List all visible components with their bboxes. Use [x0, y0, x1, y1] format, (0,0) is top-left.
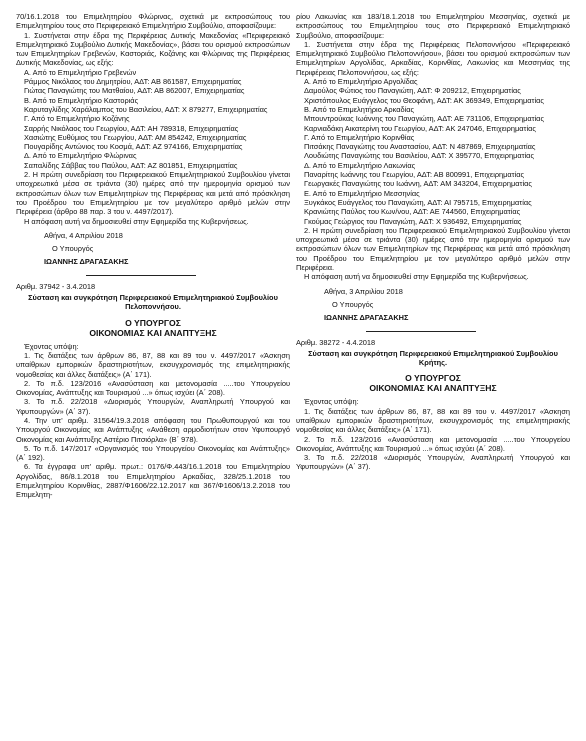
legal-basis-item: 2. Το π.δ. 123/2016 «Ανασύσταση και μετονομασία .....του Υπουργείου Οικονομίας, Ανάπτυξης και Τουρισμού ...» όπως ισχύει (Α΄ 208). — [16, 378, 293, 398]
right-article-2: 2. Η πρώτη συνεδρίαση του Περιφερειακού Επιμελητηριακού Συμβουλίου γίνεται υποχρεωτικά μέσα σε τριάντα (30) ημέρες από την ημερομηνία ορισμού των εκπροσώπων όλων των Επιμελητηρίων της Περιφέρειας και μετά από πρόσκληση του Προέδρου του Επιμελητηρίου με τον μεγαλύτερο αριθμό μελών στην Περιφέρεια. — [296, 225, 573, 273]
section-heading: Β. Από το Επιμελητήριο Αρκαδίας — [304, 104, 415, 114]
right-section-d — [296, 161, 570, 189]
left-section-b — [16, 96, 290, 115]
section-heading: Γ. Από το Επιμελητήριο Κορινθίας — [304, 132, 415, 142]
left-section-a — [16, 68, 290, 96]
member-entry: Καρνιαδάκη Αικατερίνη του Γεωργίου, ΑΔΤ: ΑΚ 247046, Επιχειρηματίας — [304, 123, 536, 133]
member-entry: Χριστόπουλος Ευάγγελος του Θεοφάνη, ΑΔΤ: ΑΚ 369349, Επιχειρηματίας — [304, 95, 544, 105]
member-entry: Γιώτας Παναγιώτης του Ματθαίου, ΑΔΤ: ΑΒ 862007, Επιχειρηματίας — [24, 86, 245, 96]
section-divider — [86, 275, 196, 276]
member-entry: Ξυγκάκος Ευάγγελος του Παναγιώτη, ΑΔΤ: ΑΙ 795715, Επιχειρηματίας — [304, 197, 532, 207]
signature-date: Αθήνα, 3 Απριλίου 2018 — [324, 286, 403, 296]
decision-number: Αριθμ. 37942 - 3.4.2018 — [16, 281, 96, 291]
member-entry: Πουγαρίδης Αντώνιος του Κοσμά, ΑΔΤ: ΑΖ 974166, Επιχειρηματίας — [24, 142, 243, 152]
signature-role: Ο Υπουργός — [52, 244, 94, 254]
legal-basis-item: 3. Το π.δ. 22/2018 «Διορισμός Υπουργών, Αναπληρωτή Υπουργού και Υφυπουργών» (Α΄ 37). — [16, 397, 292, 416]
left-column — [16, 12, 293, 500]
signature-date: Αθήνα, 4 Απριλίου 2018 — [44, 230, 123, 240]
minister-heading-line2: ΟΙΚΟΝΟΜΙΑΣ ΚΑΙ ΑΝΑΠΤΥΞΗΣ — [369, 383, 497, 394]
member-entry: Δαμούλος Φώτιος του Παναγιώτη, ΑΔΤ: Φ 209212, Επιχειρηματίας — [304, 86, 521, 96]
right-section-e — [296, 189, 570, 226]
right-publish-note: Η απόφαση αυτή να δημοσιευθεί στην Εφημερίδα της Κυβερνήσεως. — [304, 272, 529, 282]
section-heading: Γ. Από το Επιμελητήριο Κοζάνης — [24, 114, 130, 124]
member-entry: Χασιώτης Ευθύμιος του Γεωργίου, ΑΔΤ: ΑΜ 854242, Επιχειρηματίας — [24, 132, 247, 142]
signature-role: Ο Υπουργός — [332, 299, 374, 309]
section-heading: Ε. Από το Επιμελητήριο Μεσσηνίας — [304, 188, 420, 198]
section-heading: Δ. Από το Επιμελητήριο Φλώρινας — [24, 151, 137, 161]
member-entry: Κρανιώτης Παύλος του Κων/νου, ΑΔΤ: ΑΕ 744560, Επιχειρηματίας — [304, 207, 521, 217]
decision-title: Σύσταση και συγκρότηση Περιφερειακού Επιμελητηριακού Συμβουλίου Πελοποννήσου. — [28, 293, 280, 312]
member-entry: Καρυταγλίδης Χαράλαμπος του Βασιλείου, ΑΔΤ: Χ 879277, Επιχειρηματίας — [24, 104, 268, 114]
member-entry: Πιτσάκης Παναγιώτης του Αναστασίου, ΑΔΤ: Ν 487869, Επιχειρηματίας — [304, 142, 536, 152]
legal-basis-item: 4. Την υπ' αριθμ. 31564/19.3.2018 απόφαση του Πρωθυπουργού και του Υπουργού Οικονομίας και Ανάπτυξης «Ανάθεση αρμοδιοτήτων στον Υφυπουργό Οικονομίας και Ανάπτυξης Αστέριο Πιτσιόρλα» (Β΄ 978). — [16, 415, 293, 444]
left-publish-note: Η απόφαση αυτή να δημοσιευθεί στην Εφημερίδα της Κυβερνήσεως. — [24, 216, 249, 226]
member-entry: Σαρρής Νικόλαος του Γεωργίου, ΑΔΤ: ΑΗ 789318, Επιχειρηματίας — [24, 123, 239, 133]
minister-heading-line1: Ο ΥΠΟΥΡΓΟΣ — [125, 317, 181, 328]
decision-title: Σύσταση και συγκρότηση Περιφερειακού Επιμελητηριακού Συμβουλίου Κρήτης. — [308, 348, 560, 368]
left-section-c — [16, 114, 290, 151]
legal-basis-item: 2. Το π.δ. 123/2016 «Ανασύσταση και μετονομασία .....του Υπουργείου Οικονομίας, Ανάπτυξης και Τουρισμού ...» όπως ισχύει (Α΄ 208). — [296, 434, 573, 453]
legal-basis-item: 3. Το π.δ. 22/2018 «Διορισμός Υπουργών, Αναπληρωτή Υπουργού και Υφυπουργών» (Α΄ 37). — [296, 453, 572, 472]
section-divider — [366, 331, 476, 332]
decision-number: Αριθμ. 38272 - 4.4.2018 — [296, 337, 376, 347]
left-section-d — [16, 151, 290, 170]
member-entry: Μπουντρούκας Ιωάννης του Παναγιώτη, ΑΔΤ: ΑΕ 731106, Επιχειρηματίας — [304, 114, 545, 124]
right-intro: ρίου Λακωνίας και 183/18.1.2018 του Επιμελητηρίου Μεσσηνίας, σχετικά με εκπροσώπους του Επιμελητηρίου τους στο Περιφερειακό Επιμελητηριακό Συμβούλιο, αποφασίζουμε: — [296, 12, 573, 40]
right-column — [296, 12, 573, 472]
signature-name: ΙΩΑΝΝΗΣ ΔΡΑΓΑΣΑΚΗΣ — [324, 313, 409, 323]
section-heading: Δ. Από το Επιμελητήριο Λακωνίας — [304, 160, 416, 170]
section-heading: Α. Από το Επιμελητήριο Αργολίδας — [304, 77, 418, 87]
legal-basis-item: 6. Τα έγγραφα υπ' αριθμ. πρωτ.: 0176/Φ.443/16.1.2018 του Επιμελητηρίου Αργολίδας, 86/8.1.2018 του Επιμελητηρίου Αρκαδίας, 328/25.1.2018 του Επιμελητηρίου Κορινθίας, 2887/Φ1606/22.12.2017 και 367/Φ1606/13.2.2018 του Επιμελητη- — [16, 462, 293, 500]
member-entry: Λουδιώτης Παναγιώτης του Βασιλείου, ΑΔΤ: Χ 395770, Επιχειρηματίας — [304, 151, 535, 161]
left-article-2: 2. Η πρώτη συνεδρίαση του Περιφερειακού Επιμελητηριακού Συμβουλίου γίνεται υποχρεωτικά μέσα σε τριάντα (30) ημέρες από την ημερομηνία ορισμού των εκπροσώπων όλων των Επιμελητηρίων της Περιφέρειας και μετά από πρόσκληση του Προέδρου του Επιμελητηρίου με τον μεγαλύτερο αριθμό μελών στην Περιφέρεια (άρθρο 88 παρ. 3 του ν. 4497/2017). — [16, 170, 293, 217]
minister-heading-line2: ΟΙΚΟΝΟΜΙΑΣ ΚΑΙ ΑΝΑΠΤΥΞΗΣ — [89, 327, 217, 338]
section-heading: Β. Από το Επιμελητήριο Καστοριάς — [24, 95, 139, 105]
legal-basis-item: 5. Το π.δ. 147/2017 «Οργανισμός του Υπουργείου Οικονομίας και Ανάπτυξης» (Α΄ 192). — [16, 443, 293, 463]
signature-name: ΙΩΑΝΝΗΣ ΔΡΑΓΑΣΑΚΗΣ — [44, 257, 129, 267]
minister-heading-line1: Ο ΥΠΟΥΡΓΟΣ — [405, 373, 461, 384]
right-section-c — [296, 133, 570, 161]
having-regard: Έχοντας υπόψη: — [24, 341, 79, 351]
left-intro: 70/16.1.2018 του Επιμελητηρίου Φλώρινας, σχετικά με εκπροσώπους του Επιμελητηρίου τους στο Περιφερειακό Επιμελητήριο Συμβούλιο, αποφασίζουμε: — [16, 12, 293, 31]
having-regard: Έχοντας υπόψη: — [304, 397, 359, 407]
member-entry: Γκούμας Γεώργιος του Παναγιώτη, ΑΔΤ: Χ 936492, Επιχειρηματίας — [304, 216, 522, 226]
left-article-1: 1. Συστήνεται στην έδρα της Περιφέρειας Δυτικής Μακεδονίας «Περιφερειακό Επιμελητηριακό Συμβούλιο Δυτικής Μακεδονίας», βάσει του ορισμού εκπροσώπων των Επιμελητηρίων Γρεβενών, Καστοριάς, Κοζάνης και Φλώρινας της Περιφέρειας Δυτικής Μακεδονίας, ως εξής: — [16, 30, 293, 68]
right-section-a — [296, 77, 570, 105]
legal-basis-item: 1. Τις διατάξεις των άρθρων 86, 87, 88 και 89 του ν. 4497/2017 «Άσκηση υπαίθριων εμπορικών δραστηριοτήτων, εκσυγχρονισμός της επιμελητηριακής νομοθεσίας και άλλες διατάξεις» (Α΄ 171). — [16, 350, 293, 379]
legal-basis-item: 1. Τις διατάξεις των άρθρων 86, 87, 88 και 89 του ν. 4497/2017 «Άσκηση υπαίθριων εμπορικών δραστηριοτήτων, εκσυγχρονισμός της επιμελητηριακής νομοθεσίας και άλλες διατάξεις» (Α΄ 171). — [296, 406, 573, 435]
member-entry: Γεωργακές Παναγιώτης του Ιωάννη, ΑΔΤ: ΑΜ 343204, Επιχειρηματίας — [304, 179, 532, 189]
member-entry: Παναρίτης Ιωάννης του Γεωργίου, ΑΔΤ: ΑΒ 800991, Επιχειρηματίας — [304, 170, 525, 180]
member-entry: Ράμμος Νικόλαος του Δημητρίου, ΑΔΤ: ΑΒ 861587, Επιχειρηματίας — [24, 77, 242, 87]
right-article-1: 1. Συστήνεται στην έδρα της Περιφέρειας Πελοποννήσου «Περιφερειακό Επιμελητηριακό Συμβούλιο Πελοποννήσου», βάσει του ορισμού εκπροσώπων των Επιμελητηρίων Αργολίδας, Αρκαδίας, Κορινθίας, Λακωνίας και Μεσσηνίας της Περιφέρειας Πελοποννήσου, ως εξής: — [296, 39, 573, 77]
right-section-b — [296, 105, 570, 133]
section-heading: Α. Από το Επιμελητήριο Γρεβενών — [24, 67, 137, 77]
member-entry: Σαπαλίδης Σάββας του Παύλου, ΑΔΤ: ΑΖ 801851, Επιχειρηματίας — [24, 160, 238, 170]
